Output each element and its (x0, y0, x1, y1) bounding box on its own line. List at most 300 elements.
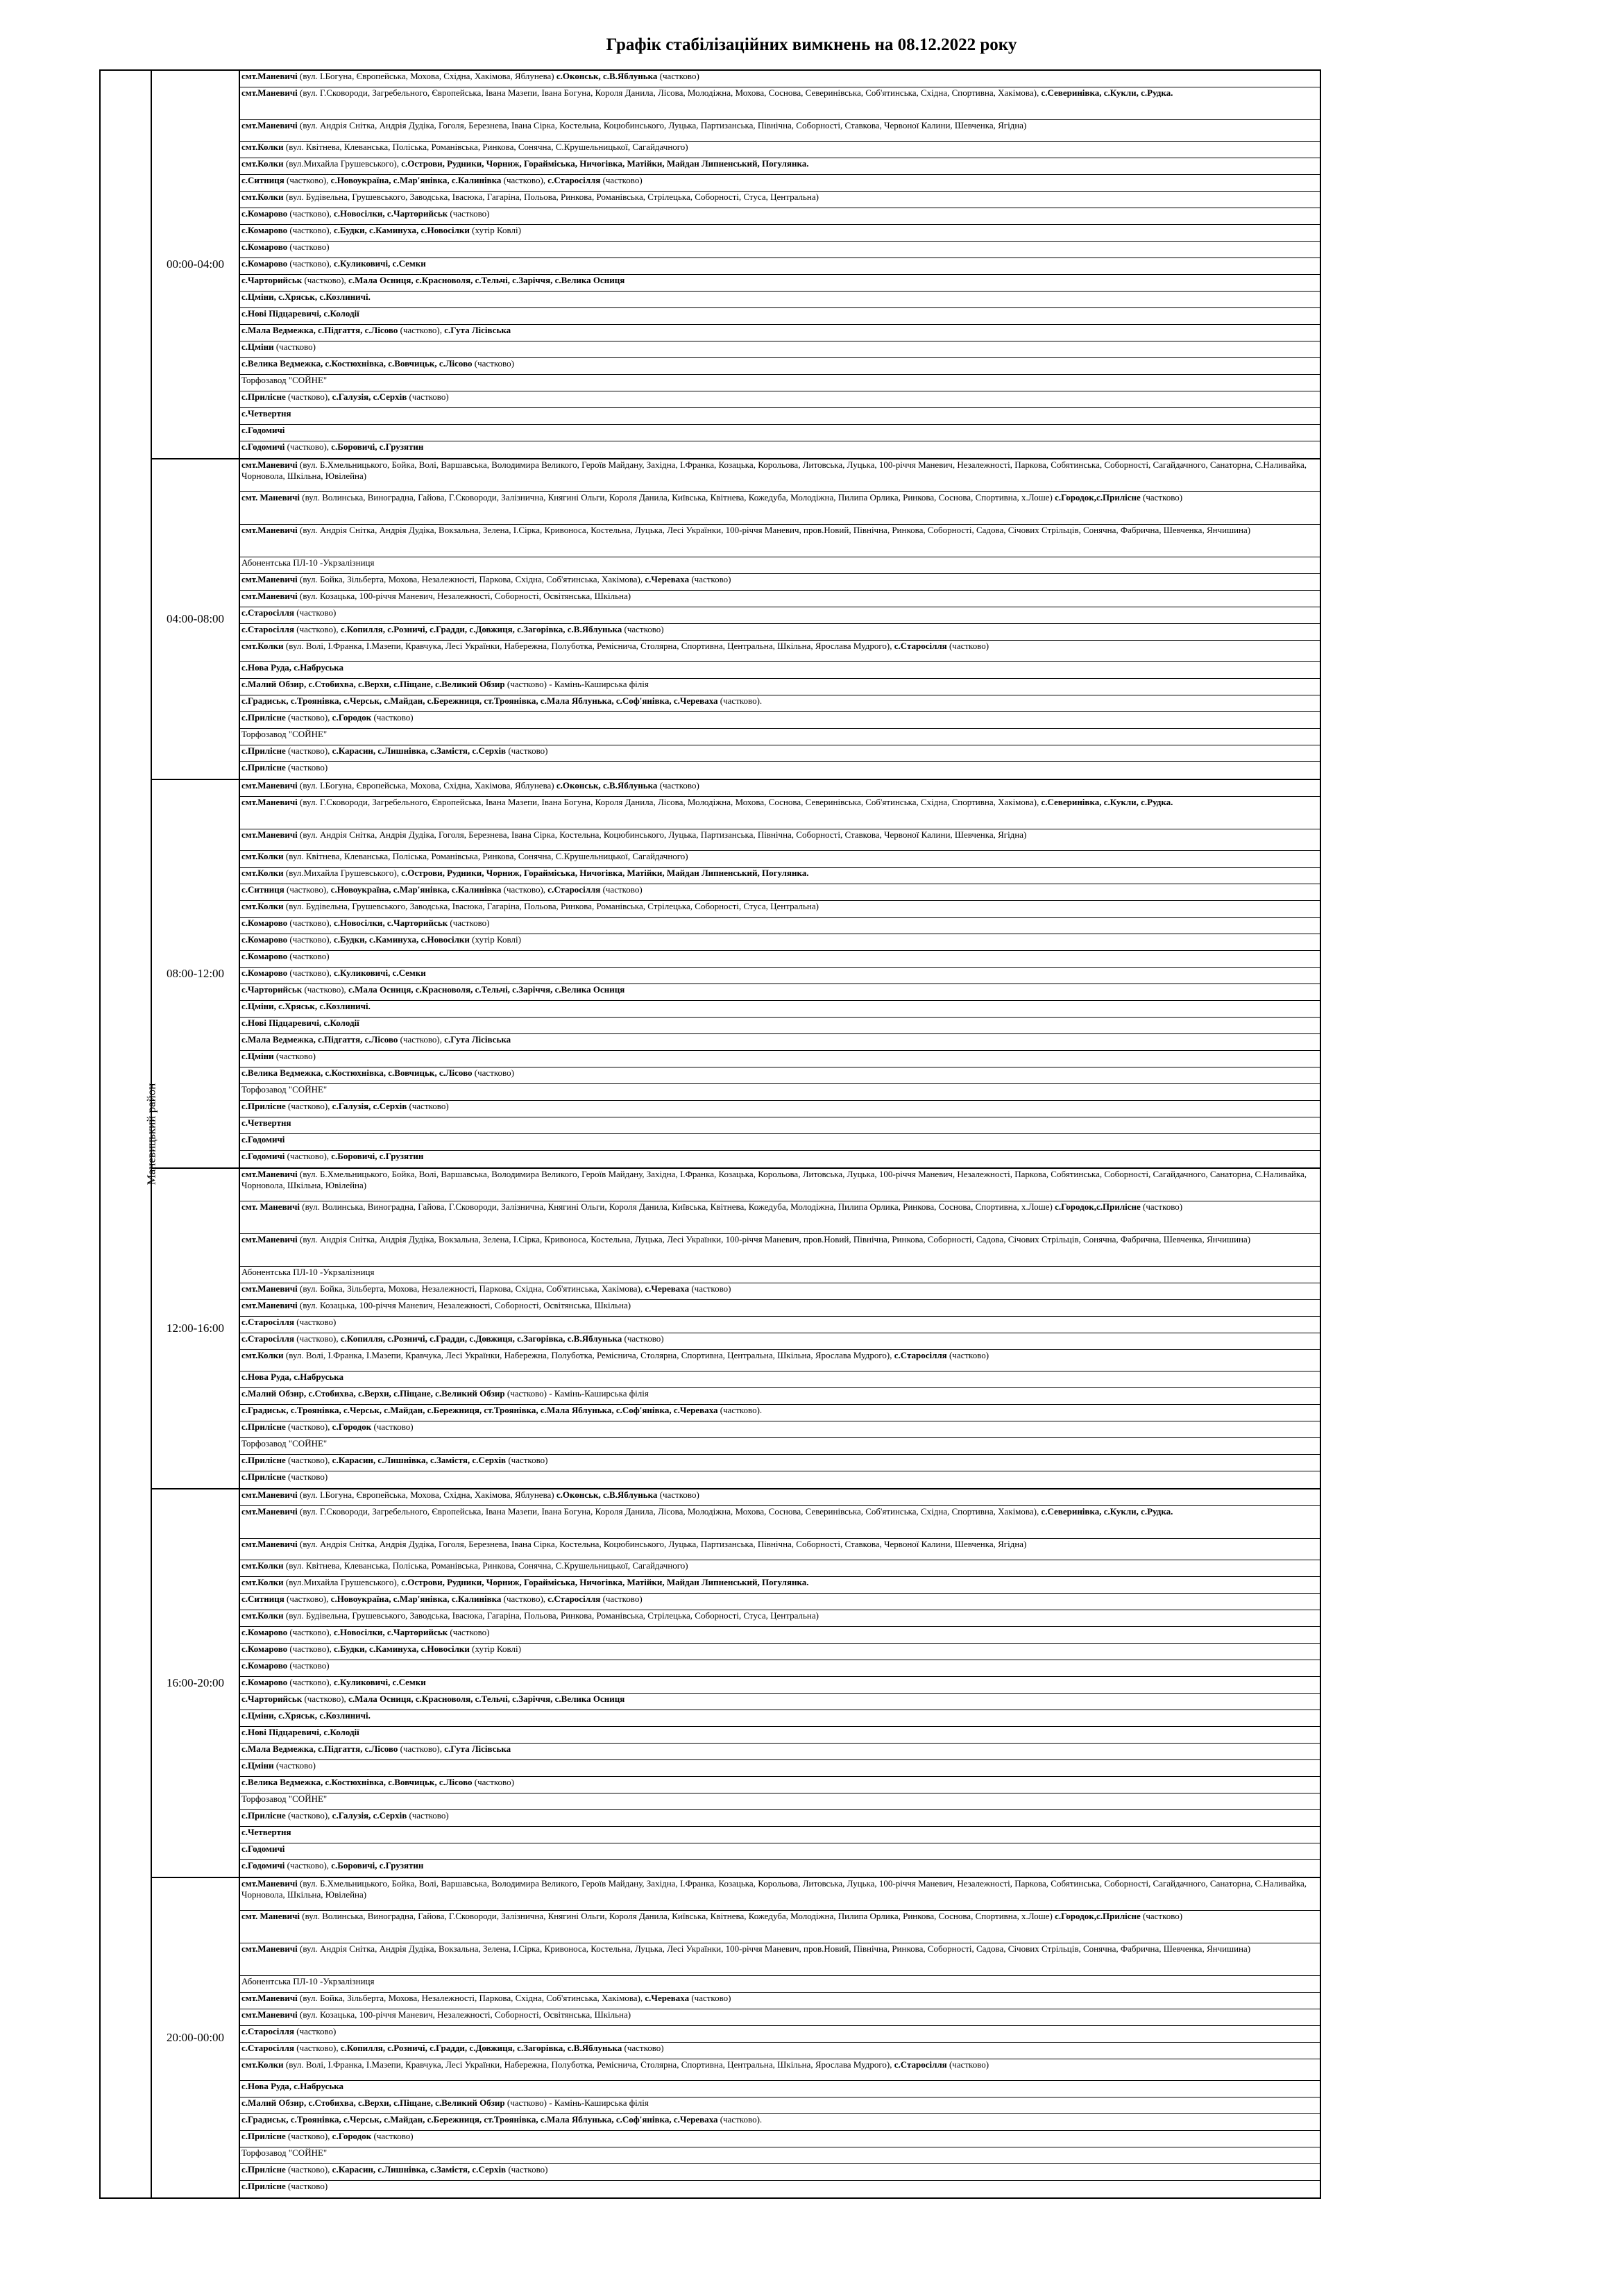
locality-detail: (частково) (946, 2059, 989, 2070)
locality-detail: (вул. Козацька, 100-річчя Маневич, Незалежності, Соборності, Освітянська, Шкільна) (297, 2009, 631, 2020)
locality-row (240, 1134, 1320, 1151)
locality-detail: (частково), (501, 1594, 548, 1604)
locality-row (240, 2009, 1320, 2026)
locality-name: с.Северинівка, с.Кукли, с.Рудка. (1041, 1506, 1173, 1517)
locality-row (240, 242, 1320, 258)
locality-row (240, 1878, 1320, 1911)
time-slot-label: 04:00-08:00 (151, 459, 239, 779)
locality-name: с.Прилісне (241, 1471, 286, 1482)
locality-detail: (частково) (273, 1760, 316, 1771)
locality-detail: (частково) (448, 918, 490, 928)
locality-name: с.Градиськ, с.Троянівка, с.Черськ, с.Майдан, с.Бережниця, ст.Троянівка, с.Мала Яблунька, с.Соф'янівка, с.Череваха (241, 1405, 718, 1415)
locality-name: с.Новоукраїна, с.Мар'янівка, с.Калинівка (330, 884, 502, 895)
locality-detail: (вул. І.Богуна, Європейська, Мохова, Східна, Хакімова, Яблунева) (297, 71, 556, 81)
locality-row (240, 2114, 1320, 2131)
locality-detail: (вул. Волинська, Виноградна, Гайова, Г.Сковороди, Залізнична, Княгині Ольги, Короля Данила, Київська, Квітнева, Кожедуба, Молодіжна, Пилипа Орлика, Ринкова, Соснова, Спортивна, х.Лоше) (300, 1201, 1055, 1212)
localities-cell (239, 1877, 1320, 2198)
locality-detail: (частково), (302, 275, 349, 285)
locality-detail: (вул. Андрія Снітка, Андрія Дудіка, Гоголя, Березнева, Івана Сірка, Костельна, Коцюбинського, Луцька, Партизанська, Північна, Соборності, Ставкова, Червоної Калини, Шевченка, Ягідна) (297, 829, 1027, 840)
locality-detail: (частково) (657, 1489, 699, 1500)
locality-detail: (частково), (294, 2043, 341, 2053)
locality-row (240, 1760, 1320, 1777)
locality-detail: Торфозавод "СОЙНЕ" (241, 2147, 328, 2158)
locality-name: с.Ситниця (241, 175, 284, 185)
locality-detail: (частково) (407, 391, 449, 402)
locality-name: с.Галузія, с.Серхів (332, 1101, 407, 1111)
locality-detail: (вул. Волинська, Виноградна, Гайова, Г.Сковороди, Залізнична, Княгині Ольги, Короля Данила, Київська, Квітнева, Кожедуба, Молодіжна, Пилипа Орлика, Ринкова, Соснова, Спортивна, х.Лоше) (300, 1911, 1055, 1921)
locality-row (240, 87, 1320, 120)
locality-detail: (частково), (285, 1810, 332, 1821)
locality-name: с.Городок,с.Прилісне (1055, 492, 1141, 503)
locality-row (240, 1694, 1320, 1710)
locality-detail: (частково) (506, 1455, 548, 1465)
locality-name: с.Комарово (241, 1660, 288, 1671)
locality-name: смт.Маневичі (241, 120, 298, 130)
locality-detail: (частково) (600, 884, 643, 895)
locality-name: смт.Маневичі (241, 87, 298, 98)
locality-name: с.Велика Ведмежка, с.Костюхнівка, с.Вовчицьк, с.Лісово (241, 1067, 473, 1078)
locality-name: с.Комарово (241, 242, 288, 252)
locality-name: с.Чарторийськ (241, 1694, 303, 1704)
locality-row (240, 375, 1320, 391)
locality-detail: (вул. Будівельна, Грушевського, Заводська, Івасюка, Гагаріна, Польова, Ринкова, Романівська, Стрілецька, Соборності, Стуса, Центральна) (283, 1610, 819, 1621)
locality-name: с.Велика Ведмежка, с.Костюхнівка, с.Вовчицьк, с.Лісово (241, 358, 473, 369)
locality-detail: (вул. Будівельна, Грушевського, Заводська, Івасюка, Гагаріна, Польова, Ринкова, Романівська, Стрілецька, Соборності, Стуса, Центральна) (283, 192, 819, 202)
locality-name: смт.Маневичі (241, 1169, 298, 1179)
locality-row (240, 1610, 1320, 1627)
locality-detail: (вул. Андрія Снітка, Андрія Дудіка, Вокзальна, Зелена, І.Сірка, Кривоноса, Костельна, Луцька, Лесі Українки, 100-річчя Маневич, пров.Новий, Північна, Ринкова, Соборності, Садова, Січових Стрільців, Сонячна, Фабрична, Шевченка, Янчишина) (297, 1234, 1251, 1244)
locality-detail: (вул. Квітнева, Клеванська, Поліська, Романівська, Ринкова, Сонячна, С.Крушельницької, Сагайдачного) (283, 1560, 688, 1571)
locality-detail: Абонентська ПЛ-10 -Укрзалізниця (241, 557, 375, 568)
locality-detail: (частково) (285, 1471, 328, 1482)
locality-detail: (частково), (287, 225, 334, 235)
locality-name: с.Нова Руда, с.Набруська (241, 662, 344, 673)
locality-detail: (частково). (717, 1405, 763, 1415)
locality-detail: (вул. Андрія Снітка, Андрія Дудіка, Гоголя, Березнева, Івана Сірка, Костельна, Коцюбинського, Луцька, Партизанська, Північна, Соборності, Ставкова, Червоної Калини, Шевченка, Ягідна) (297, 1539, 1027, 1549)
locality-detail: (частково) (371, 2131, 414, 2141)
locality-name: с.Куликовичі, с.Семки (334, 1677, 426, 1687)
localities-cell (239, 459, 1320, 779)
locality-name: с.Карасин, с.Лишнівка, с.Замістя, с.Серхів (332, 1455, 507, 1465)
locality-detail: (вул. Б.Хмельницького, Бойка, Волі, Варшавська, Володимира Великого, Героїв Майдану, Західна, І.Франка, Козацька, Корольова, Литовська, Луцька, 100-річчя Маневич, Незалежності, Паркова, Собятинська, Соборності, Сагайдачного, Санаторна, С.Наливайка, Чорновола, Шкільна, Ювілейна) (241, 1878, 1307, 1900)
locality-name: с.Старосілля (894, 2059, 947, 2070)
locality-detail: (вул. Бойка, Зільберта, Мохова, Незалежності, Паркова, Східна, Соб'ятинська, Хакімова), (297, 1993, 645, 2003)
locality-detail: (частково), (285, 1101, 332, 1111)
locality-name: с.Велика Ведмежка, с.Костюхнівка, с.Вовчицьк, с.Лісово (241, 1777, 473, 1787)
locality-name: с.Цміни, с.Хряськ, с.Козлиничі. (241, 1710, 371, 1721)
locality-row (240, 679, 1320, 695)
locality-detail: (частково) (273, 1051, 316, 1061)
locality-detail: (частково) - Камінь-Каширська філія (504, 679, 649, 689)
locality-row (240, 1810, 1320, 1827)
locality-detail: (частково), (284, 1151, 332, 1161)
locality-detail: (частково), (287, 258, 334, 269)
locality-name: смт.Колки (241, 1610, 284, 1621)
locality-name: с.Прилісне (241, 745, 286, 756)
locality-detail: (частково), (287, 208, 334, 219)
locality-detail: (вул.Михайла Грушевського), (283, 868, 402, 878)
locality-name: с.Цміни (241, 341, 274, 352)
locality-name: с.Новоукраїна, с.Мар'янівка, с.Калинівка (330, 175, 502, 185)
locality-row (240, 1234, 1320, 1267)
time-slot-row (100, 1489, 1320, 1877)
locality-row (240, 2131, 1320, 2147)
locality-name: с.Боровичі, с.Грузятин (331, 1860, 424, 1871)
locality-name: с.Малий Обзир, с.Стобихва, с.Верхи, с.Піщане, с.Великий Обзир (241, 679, 505, 689)
locality-name: с.Годомичі (241, 1843, 285, 1854)
time-slot-row (100, 70, 1320, 459)
locality-detail: (частково) (285, 2181, 328, 2191)
locality-detail: (вул. Волі, І.Франка, І.Мазепи, Кравчука, Лесі Українки, Набережна, Полуботка, Реміснича, Столярна, Спортивна, Центральна, Шкільна, Ярослава Мудрого), (283, 1350, 894, 1360)
locality-name: с.Старосілля (241, 2043, 295, 2053)
locality-name: смт.Маневичі (241, 574, 298, 584)
locality-name: с.Нові Підцаревичі, с.Колодії (241, 1018, 359, 1028)
locality-name: смт.Колки (241, 192, 284, 202)
locality-name: с.Комарово (241, 968, 288, 978)
locality-row (240, 1333, 1320, 1350)
locality-row (240, 525, 1320, 557)
locality-detail: (частково) - Камінь-Каширська філія (504, 1388, 649, 1399)
locality-name: с.Мала Осниця, с.Красноволя, с.Тельчі, с.Заріччя, с.Велика Осниця (348, 275, 625, 285)
locality-name: смт.Колки (241, 1560, 284, 1571)
locality-row (240, 258, 1320, 275)
time-slot-row (100, 1168, 1320, 1489)
locality-name: смт.Маневичі (241, 591, 298, 601)
locality-name: с.Карасин, с.Лишнівка, с.Замістя, с.Серхів (332, 2164, 507, 2175)
locality-row (240, 1300, 1320, 1317)
locality-row (240, 1051, 1320, 1067)
locality-detail: (частково), (302, 1694, 349, 1704)
locality-detail: (частково). (717, 2114, 763, 2125)
locality-detail: (частково) (657, 71, 699, 81)
locality-row (240, 2181, 1320, 2197)
locality-detail: (хутір Ковлі) (469, 934, 521, 945)
locality-row (240, 918, 1320, 934)
locality-row (240, 2147, 1320, 2164)
locality-name: с.Прилісне (241, 762, 286, 773)
locality-name: смт.Маневичі (241, 780, 298, 791)
locality-detail: Торфозавод "СОЙНЕ" (241, 1438, 328, 1449)
locality-name: с.Прилісне (241, 1810, 286, 1821)
locality-detail: (частково), (285, 1421, 332, 1432)
locality-name: смт.Маневичі (241, 71, 298, 81)
locality-detail: Абонентська ПЛ-10 -Укрзалізниця (241, 1267, 375, 1277)
locality-row (240, 1843, 1320, 1860)
locality-row (240, 71, 1320, 87)
locality-detail: (частково) (371, 712, 414, 723)
locality-name: с.Годомичі (241, 1151, 285, 1161)
locality-row (240, 208, 1320, 225)
locality-name: с.Нові Підцаревичі, с.Колодії (241, 308, 359, 319)
time-slot-label: 16:00-20:00 (151, 1489, 239, 1877)
locality-row (240, 2043, 1320, 2059)
locality-detail: (вул. Г.Сковороди, Загребельного, Європейська, Івана Мазепи, Івана Богуна, Короля Данила, Лісова, Молодіжна, Мохова, Соснова, Северинівська, Соб'ятинська, Східна, Спортивна, Хакімова), (297, 1506, 1042, 1517)
locality-name: с.Копилля, с.Розничі, с.Градди, с.Довжиця, с.Загорівка, с.В.Яблунька (340, 1333, 622, 1344)
locality-row (240, 574, 1320, 591)
locality-row (240, 1976, 1320, 1993)
locality-name: смт.Маневичі (241, 1234, 298, 1244)
time-slot-label: 08:00-12:00 (151, 779, 239, 1168)
locality-name: смт.Колки (241, 2059, 284, 2070)
locality-name: с.Старосілля (894, 641, 947, 651)
locality-detail: (частково) (657, 780, 699, 791)
locality-name: с.Прилісне (241, 712, 286, 723)
locality-name: смт.Маневичі (241, 1300, 298, 1310)
locality-row (240, 459, 1320, 492)
localities-cell (239, 779, 1320, 1168)
locality-name: с.Копилля, с.Розничі, с.Градди, с.Довжиця, с.Загорівка, с.В.Яблунька (340, 2043, 622, 2053)
locality-name: с.Оконськ, с.В.Яблунька (556, 780, 658, 791)
locality-row (240, 175, 1320, 192)
locality-row (240, 780, 1320, 797)
locality-detail: (частково) (622, 1333, 664, 1344)
locality-row (240, 1660, 1320, 1677)
locality-name: с.Старосілля (241, 624, 295, 634)
locality-row (240, 2026, 1320, 2043)
locality-name: с.Годомичі (241, 441, 285, 452)
locality-detail: (частково). (717, 695, 763, 706)
locality-name: с.Комарово (241, 258, 288, 269)
locality-name: смт.Маневичі (241, 1506, 298, 1517)
locality-name: с.Прилісне (241, 391, 286, 402)
localities-cell (239, 1489, 1320, 1877)
locality-detail: (хутір Ковлі) (469, 1644, 521, 1654)
locality-row (240, 1018, 1320, 1034)
locality-row (240, 1067, 1320, 1084)
locality-detail: (частково) (472, 1777, 514, 1787)
locality-detail: (частково), (284, 175, 331, 185)
locality-name: смт.Маневичі (241, 1993, 298, 2003)
locality-row (240, 1421, 1320, 1438)
locality-row (240, 868, 1320, 884)
locality-name: смт.Колки (241, 158, 284, 169)
locality-name: с.Мала Ведмежка, с.Підгаття, с.Лісово (241, 1034, 398, 1045)
locality-row (240, 275, 1320, 292)
locality-detail: (частково), (302, 984, 349, 995)
locality-row (240, 1627, 1320, 1644)
locality-name: с.Новосілки, с.Чарторийськ (334, 918, 448, 928)
locality-name: смт.Колки (241, 901, 284, 911)
locality-row (240, 1744, 1320, 1760)
locality-row (240, 1001, 1320, 1018)
locality-row (240, 1993, 1320, 2009)
locality-detail: (частково) (287, 1660, 330, 1671)
locality-row (240, 1539, 1320, 1560)
locality-row (240, 951, 1320, 968)
locality-row (240, 2097, 1320, 2114)
locality-detail: (вул. Волі, І.Франка, І.Мазепи, Кравчука, Лесі Українки, Набережна, Полуботка, Реміснича, Столярна, Спортивна, Центральна, Шкільна, Ярослава Мудрого), (283, 2059, 894, 2070)
locality-name: с.Куликовичі, с.Семки (334, 968, 426, 978)
locality-row (240, 1455, 1320, 1471)
locality-name: с.Боровичі, с.Грузятин (331, 441, 424, 452)
locality-name: с.Нова Руда, с.Набруська (241, 1371, 344, 1382)
locality-name: смт.Маневичі (241, 2009, 298, 2020)
locality-name: с.Старосілля (547, 884, 601, 895)
locality-detail: (частково), (284, 1594, 331, 1604)
locality-name: смт.Колки (241, 851, 284, 861)
locality-row (240, 1151, 1320, 1167)
locality-name: с.Малий Обзир, с.Стобихва, с.Верхи, с.Піщане, с.Великий Обзир (241, 2097, 505, 2108)
locality-name: с.Четвертня (241, 408, 291, 419)
locality-detail: (частково), (285, 2164, 332, 2175)
locality-row (240, 624, 1320, 641)
locality-detail: (частково) (506, 745, 548, 756)
locality-name: смт.Колки (241, 641, 284, 651)
locality-name: смт. Маневичі (241, 492, 300, 503)
locality-row (240, 1405, 1320, 1421)
locality-name: с.Старосілля (241, 2026, 295, 2036)
localities-cell (239, 1168, 1320, 1489)
locality-name: с.Городок,с.Прилісне (1055, 1201, 1141, 1212)
locality-name: смт.Маневичі (241, 525, 298, 535)
locality-name: с.Череваха (645, 574, 690, 584)
locality-row (240, 1710, 1320, 1727)
locality-row (240, 968, 1320, 984)
locality-name: смт.Колки (241, 142, 284, 152)
locality-name: с.Старосілля (547, 1594, 601, 1604)
locality-name: с.Комарово (241, 208, 288, 219)
time-slot-row (100, 779, 1320, 1168)
locality-name: смт.Маневичі (241, 459, 298, 470)
locality-detail: Торфозавод "СОЙНЕ" (241, 1084, 328, 1095)
locality-detail: (вул. Андрія Снітка, Андрія Дудіка, Гоголя, Березнева, Івана Сірка, Костельна, Коцюбинського, Луцька, Партизанська, Північна, Соборності, Ставкова, Червоної Калини, Шевченка, Ягідна) (297, 120, 1027, 130)
locality-detail: (частково) (371, 1421, 414, 1432)
locality-name: с.Комарово (241, 1644, 288, 1654)
locality-row (240, 829, 1320, 851)
locality-name: с.Будки, с.Каминуха, с.Новосілки (334, 1644, 470, 1654)
locality-row (240, 662, 1320, 679)
locality-detail: (частково) (448, 1627, 490, 1637)
locality-name: смт.Маневичі (241, 829, 298, 840)
locality-name: с.Карасин, с.Лишнівка, с.Замістя, с.Серхів (332, 745, 507, 756)
locality-detail: (частково) (407, 1810, 449, 1821)
locality-name: с.Градиськ, с.Троянівка, с.Черськ, с.Майдан, с.Бережниця, ст.Троянівка, с.Мала Яблунька, с.Соф'янівка, с.Череваха (241, 695, 718, 706)
locality-name: смт.Маневичі (241, 1943, 298, 1954)
locality-name: с.Малий Обзир, с.Стобихва, с.Верхи, с.Піщане, с.Великий Обзир (241, 1388, 505, 1399)
locality-name: с.Комарово (241, 951, 288, 961)
locality-name: с.Комарово (241, 1627, 288, 1637)
locality-row (240, 1827, 1320, 1843)
time-slot-label: 20:00-00:00 (151, 1877, 239, 2198)
locality-row (240, 192, 1320, 208)
locality-name: с.Прилісне (241, 2131, 286, 2141)
locality-name: с.Будки, с.Каминуха, с.Новосілки (334, 225, 470, 235)
locality-name: с.Мала Осниця, с.Красноволя, с.Тельчі, с.Заріччя, с.Велика Осниця (348, 984, 625, 995)
locality-name: смт.Колки (241, 868, 284, 878)
locality-row (240, 607, 1320, 624)
locality-detail: (частково), (285, 712, 332, 723)
locality-detail: (частково), (285, 1455, 332, 1465)
locality-detail: (частково), (285, 2131, 332, 2141)
locality-row (240, 641, 1320, 662)
locality-name: с.Череваха (645, 1993, 690, 2003)
locality-row (240, 1371, 1320, 1388)
localities-cell (239, 70, 1320, 459)
locality-row (240, 1489, 1320, 1506)
locality-row (240, 1471, 1320, 1488)
locality-name: с.Городок (332, 2131, 372, 2141)
locality-name: с.Прилісне (241, 2181, 286, 2191)
locality-row (240, 391, 1320, 408)
locality-detail: Торфозавод "СОЙНЕ" (241, 375, 328, 385)
locality-name: с.Новосілки, с.Чарторийськ (334, 208, 448, 219)
time-slot-row (100, 459, 1320, 779)
locality-row (240, 1577, 1320, 1594)
locality-row (240, 120, 1320, 142)
locality-name: с.Будки, с.Каминуха, с.Новосілки (334, 934, 470, 945)
locality-name: с.Галузія, с.Серхів (332, 1810, 407, 1821)
locality-row (240, 745, 1320, 762)
locality-name: с.Цміни, с.Хряськ, с.Козлиничі. (241, 292, 371, 302)
locality-name: смт.Маневичі (241, 1539, 298, 1549)
locality-name: с.Старосілля (894, 1350, 947, 1360)
locality-detail: Абонентська ПЛ-10 -Укрзалізниця (241, 1976, 375, 1986)
locality-name: с.Чарторийськ (241, 984, 303, 995)
locality-name: с.Городок (332, 712, 372, 723)
locality-row (240, 1034, 1320, 1051)
locality-row (240, 729, 1320, 745)
locality-detail: (частково) (600, 1594, 643, 1604)
locality-detail: (частково), (285, 391, 332, 402)
locality-row (240, 1283, 1320, 1300)
locality-detail: (частково) (946, 1350, 989, 1360)
locality-name: с.Новосілки, с.Чарторийськ (334, 1627, 448, 1637)
locality-detail: (частково) (448, 208, 490, 219)
locality-row (240, 2164, 1320, 2181)
locality-detail: (частково) (622, 2043, 664, 2053)
locality-detail: (вул.Михайла Грушевського), (283, 1577, 402, 1587)
locality-row (240, 158, 1320, 175)
locality-name: с.Прилісне (241, 1101, 286, 1111)
locality-row (240, 901, 1320, 918)
locality-detail: (частково) (1140, 1201, 1183, 1212)
locality-detail: (вул. Б.Хмельницького, Бойка, Волі, Варшавська, Володимира Великого, Героїв Майдану, Західна, І.Франка, Козацька, Корольова, Литовська, Луцька, 100-річчя Маневич, Незалежності, Паркова, Собятинська, Соборності, Сагайдачного, Санаторна, С.Наливайка, Чорновола, Шкільна, Ювілейна) (241, 459, 1307, 481)
document-title: Графік стабілізаційних вимкнень на 08.12.2022 року (606, 35, 1017, 54)
locality-row (240, 1644, 1320, 1660)
locality-detail: (частково), (284, 1860, 332, 1871)
locality-detail: (частково), (287, 918, 334, 928)
locality-detail: (частково), (285, 745, 332, 756)
locality-name: с.Комарово (241, 225, 288, 235)
locality-row (240, 557, 1320, 574)
locality-detail: (вул. Волинська, Виноградна, Гайова, Г.Сковороди, Залізнична, Княгині Ольги, Короля Данила, Київська, Квітнева, Кожедуба, Молодіжна, Пилипа Орлика, Ринкова, Соснова, Спортивна, х.Лоше) (300, 492, 1055, 503)
locality-row (240, 142, 1320, 158)
locality-row (240, 1117, 1320, 1134)
locality-detail: (частково), (287, 1677, 334, 1687)
locality-row (240, 425, 1320, 441)
locality-row (240, 1317, 1320, 1333)
locality-name: с.Копилля, с.Розничі, с.Градди, с.Довжиця, с.Загорівка, с.В.Яблунька (340, 624, 622, 634)
locality-row (240, 1350, 1320, 1371)
locality-name: с.Четвертня (241, 1827, 291, 1837)
locality-detail: (частково), (287, 1627, 334, 1637)
locality-name: с.Северинівка, с.Кукли, с.Рудка. (1041, 797, 1173, 807)
locality-name: с.Гута Лісівська (444, 1744, 511, 1754)
locality-name: с.Оконськ, с.В.Яблунька (556, 71, 658, 81)
locality-name: с.Старосілля (241, 1317, 295, 1327)
locality-row (240, 1388, 1320, 1405)
locality-name: с.Острови, Рудники, Чорниж, Горайміська, Ничогівка, Матійки, Майдан Липненський, Погулянка. (401, 158, 809, 169)
locality-detail: (частково) (407, 1101, 449, 1111)
locality-row (240, 1084, 1320, 1101)
locality-detail: (вул. Волі, І.Франка, І.Мазепи, Кравчука, Лесі Українки, Набережна, Полуботка, Реміснича, Столярна, Спортивна, Центральна, Шкільна, Ярослава Мудрого), (283, 641, 894, 651)
locality-name: с.Городок (332, 1421, 372, 1432)
locality-row (240, 1201, 1320, 1234)
locality-name: с.Новоукраїна, с.Мар'янівка, с.Калинівка (330, 1594, 502, 1604)
locality-detail: (вул. Квітнева, Клеванська, Поліська, Романівська, Ринкова, Сонячна, С.Крушельницької, Сагайдачного) (283, 851, 688, 861)
locality-detail: (частково), (284, 884, 331, 895)
locality-detail: (вул. Б.Хмельницького, Бойка, Волі, Варшавська, Володимира Великого, Героїв Майдану, Західна, І.Франка, Козацька, Корольова, Литовська, Луцька, 100-річчя Маневич, Незалежності, Паркова, Собятинська, Соборності, Сагайдачного, Санаторна, С.Наливайка, Чорновола, Шкільна, Ювілейна) (241, 1169, 1307, 1190)
